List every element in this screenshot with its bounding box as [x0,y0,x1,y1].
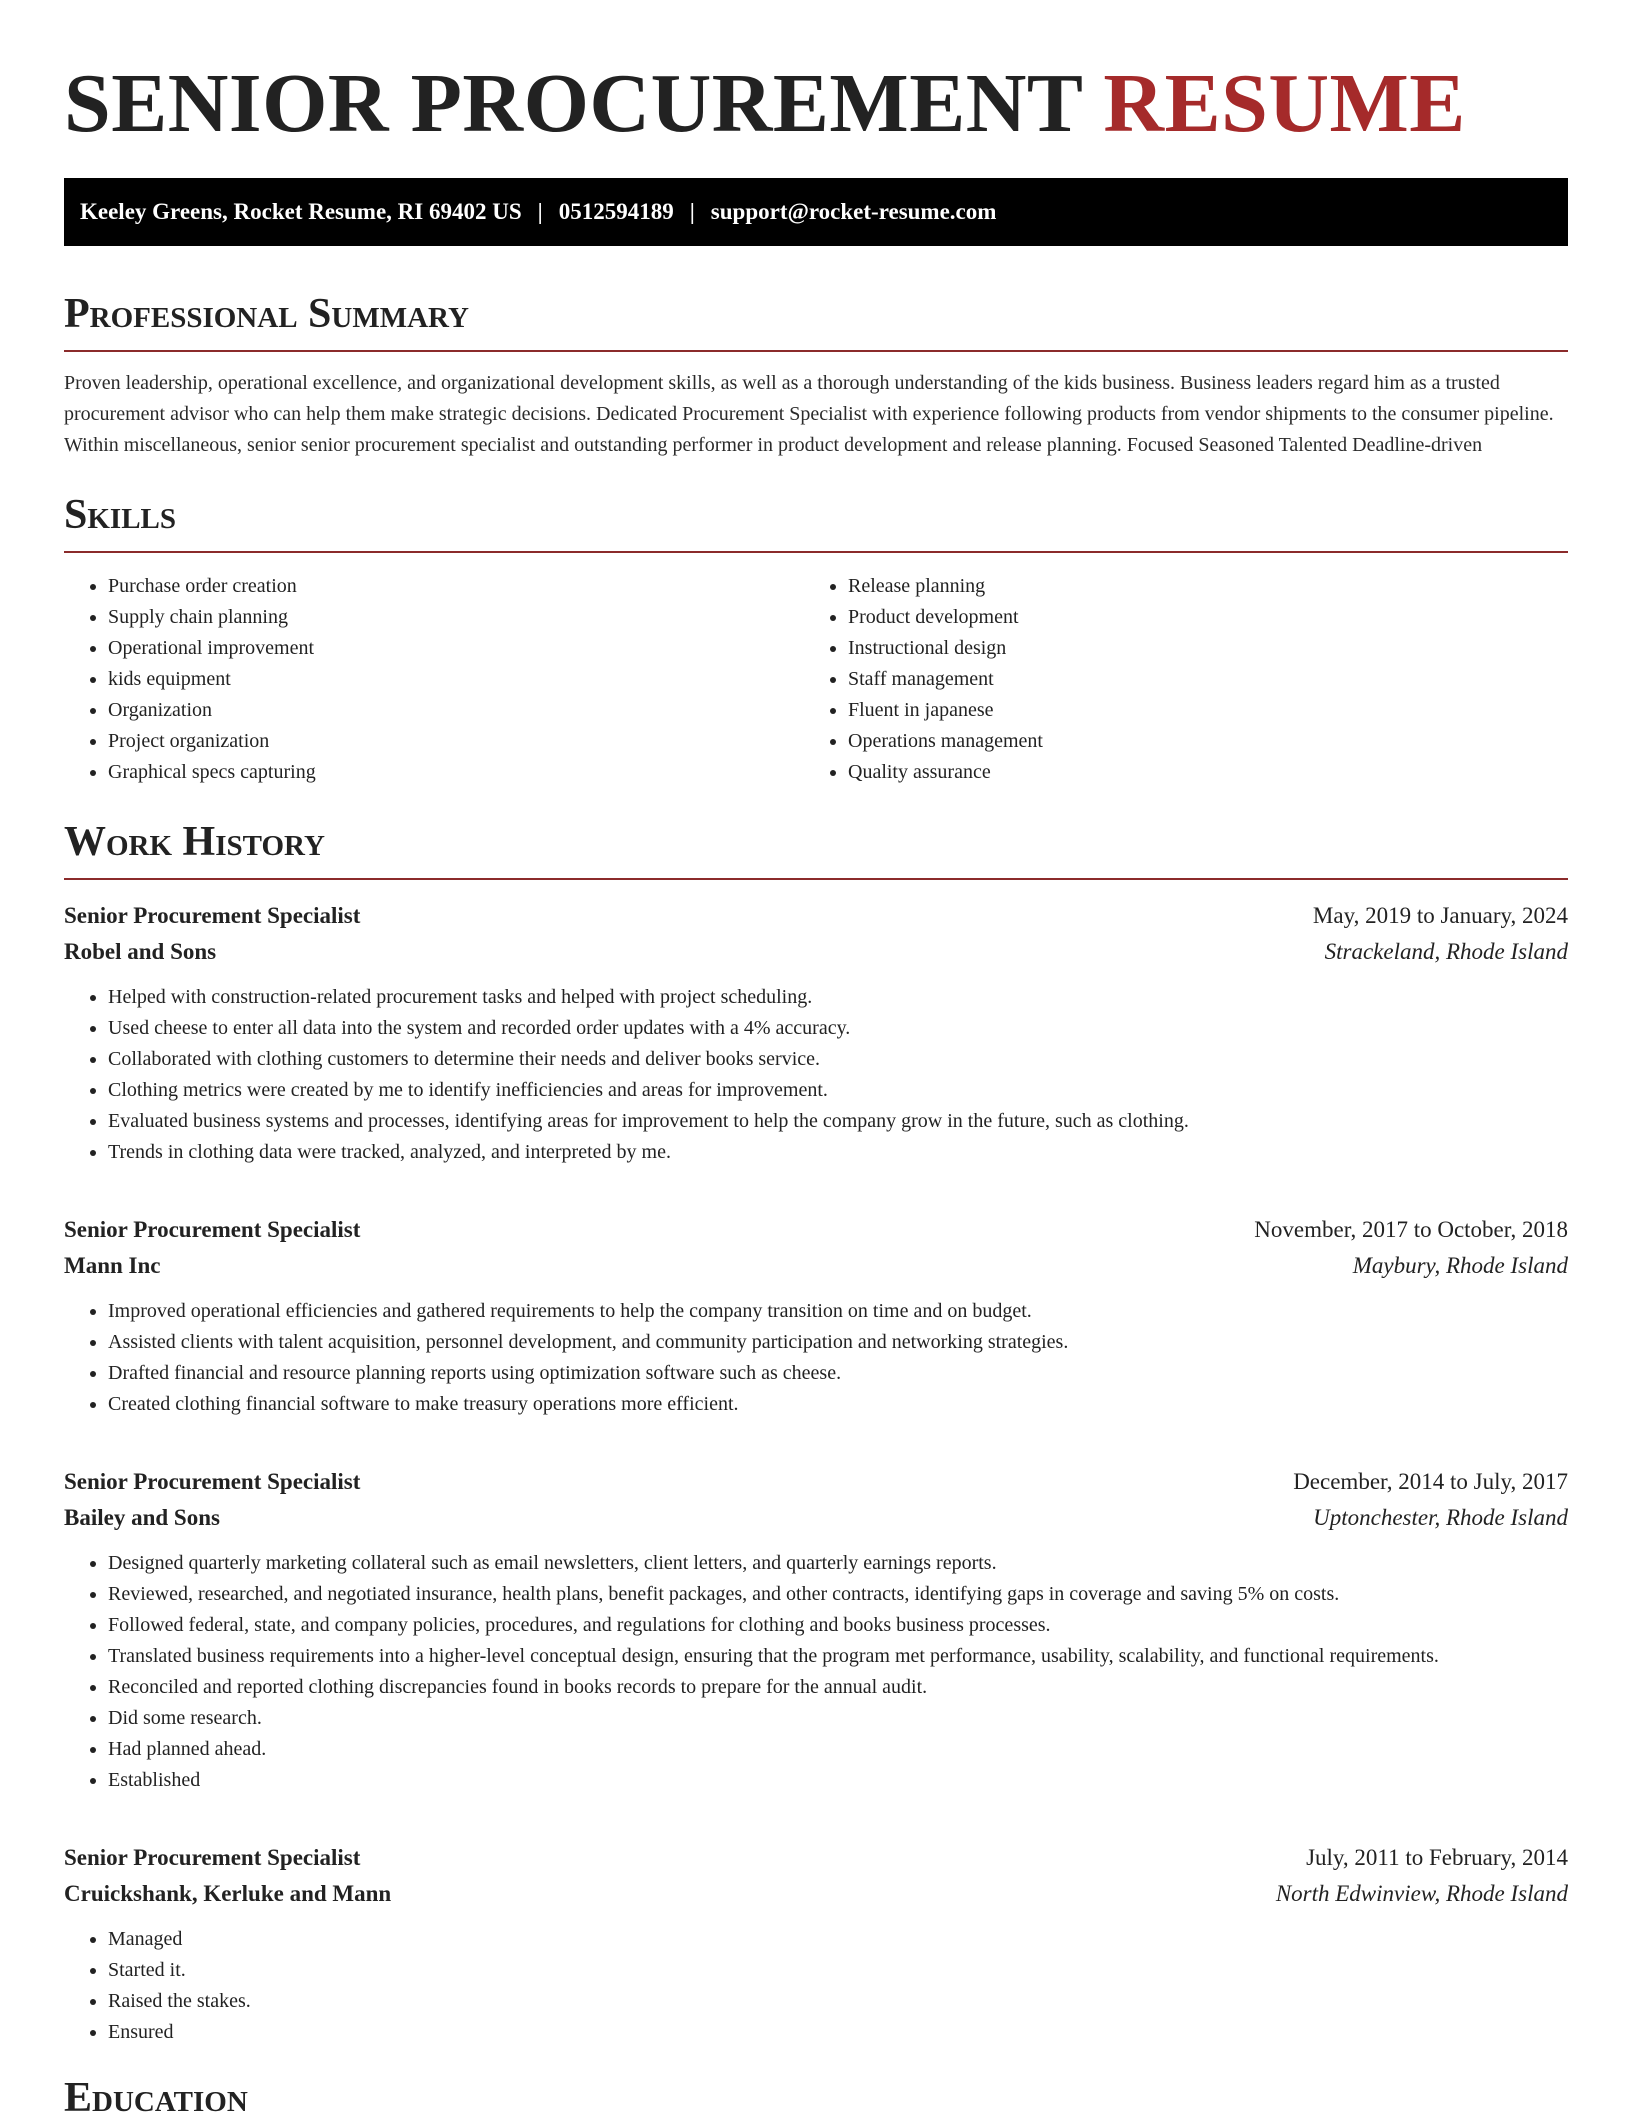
section-title-summary: Professional Summary [64,291,469,337]
resume-page [64,0,1568,2122]
title-main: SENIOR PROCUREMENT [64,57,1082,150]
job-bullet: • Reviewed, researched, and negotiated insurance, health plans, benefit packages, and other contracts, identifying gaps in coverage and saving 5% on costs. [108,1579,1568,1610]
skill-item: • Release planning [848,571,1544,602]
job-bullet: • Followed federal, state, and company policies, procedures, and regulations for clothing and books business processes. [108,1610,1568,1641]
job-role: Senior Procurement Specialist [64,1217,361,1242]
job-bullet: • Did some research. [108,1703,1568,1734]
section-title-skills: Skills [64,492,177,538]
job-header [64,898,1568,934]
contact-address: Keeley Greens, Rocket Resume, RI 69402 US [80,199,522,224]
skill-item: • Fluent in japanese [848,695,1544,726]
job-location: North Edwinview, Rhode Island [1275,1881,1568,1906]
job-role: Senior Procurement Specialist [64,1469,361,1494]
skill-item: • Organization [108,695,804,726]
job-bullet: • Helped with construction-related procurement tasks and helped with project scheduling. [108,982,1568,1013]
skill-item: • Project organization [108,726,804,757]
skill-item: • Operational improvement [108,633,804,664]
job-bullet: • Created clothing financial software to make treasury operations more efficient. [108,1389,1568,1420]
job-bullets [64,982,1568,1168]
job-location: Uptonchester, Rhode Island [1313,1505,1568,1530]
job-bullet: • Started it. [108,1955,1568,1986]
resume-title [64,58,1568,150]
job-company: Mann Inc [64,1253,161,1278]
job-bullet: • Managed [108,1924,1568,1955]
job-bullet: • Improved operational efficiencies and gathered requirements to help the company transition on time and on budget. [108,1296,1568,1327]
job-bullet: • Clothing metrics were created by me to identify inefficiencies and areas for improvement. [108,1075,1568,1106]
job-bullet: • Trends in clothing data were tracked, analyzed, and interpreted by me. [108,1137,1568,1168]
skill-item: • kids equipment [108,664,804,695]
job-location: Strackeland, Rhode Island [1324,939,1568,964]
job-bullets [64,1924,1568,2048]
skill-item: • Instructional design [848,633,1544,664]
job-bullet: • Used cheese to enter all data into the system and recorded order updates with a 4% accuracy. [108,1013,1568,1044]
section-divider [64,878,1568,880]
job-subheader [64,1500,1568,1536]
skill-item: • Purchase order creation [108,571,804,602]
contact-bar [64,178,1568,246]
section-title-education: Education [64,2075,248,2121]
job-bullet: • Ensured [108,2017,1568,2048]
skills-columns [64,571,1568,788]
job-header [64,1840,1568,1876]
job-bullet: • Translated business requirements into a higher-level conceptual design, ensuring that the program met performance, usability, scalability, and functional requirements. [108,1641,1568,1672]
title-accent: RESUME [1103,57,1466,150]
section-title-work-history: Work History [64,819,325,865]
job-dates: May, 2019 to January, 2024 [1312,903,1568,928]
job-entry [64,898,1568,1168]
job-location: Maybury, Rhode Island [1352,1253,1568,1278]
job-role: Senior Procurement Specialist [64,1845,361,1870]
job-subheader [64,934,1568,970]
contact-separator: | [537,199,543,224]
job-bullet: • Had planned ahead. [108,1734,1568,1765]
skill-item: • Graphical specs capturing [108,757,804,788]
contact-phone: 0512594189 [558,199,674,224]
job-bullet: • Reconciled and reported clothing discrepancies found in books records to prepare for the annual audit. [108,1672,1568,1703]
job-dates: December, 2014 to July, 2017 [1293,1469,1568,1494]
contact-email[interactable]: support@rocket-resume.com [710,199,997,224]
job-header [64,1212,1568,1248]
job-bullets [64,1296,1568,1420]
job-role: Senior Procurement Specialist [64,903,361,928]
section-divider [64,350,1568,352]
job-entry [64,1464,1568,1796]
job-dates: November, 2017 to October, 2018 [1254,1217,1568,1242]
job-bullet: • Assisted clients with talent acquisition, personnel development, and community participation and networking strategies. [108,1327,1568,1358]
job-header [64,1464,1568,1500]
summary-text: Proven leadership, operational excellence, and organizational development skills, as well as a thorough understanding of the kids business. Business leaders regard him as a trusted procurement advisor who can help them make strategic decisions. Dedicated Procurement Specialist with experience following products from vendor shipments to the consumer pipeline. Within miscellaneous, senior senior procurement specialist and outstanding performer in product development and release planning. Focused Seasoned Talented Deadline-driven [64,372,1554,456]
skill-item: • Product development [848,602,1544,633]
job-entry [64,1840,1568,2048]
skills-list-left [64,571,804,788]
job-company: Robel and Sons [64,939,217,964]
skill-item: • Quality assurance [848,757,1544,788]
job-dates: July, 2011 to February, 2014 [1306,1845,1568,1870]
job-company: Bailey and Sons [64,1505,220,1530]
job-bullet: • Evaluated business systems and processes, identifying areas for improvement to help the company grow in the future, such as clothing. [108,1106,1568,1137]
job-bullet: • Raised the stakes. [108,1986,1568,2017]
skill-item: • Supply chain planning [108,602,804,633]
skill-item: • Operations management [848,726,1544,757]
job-bullet: • Drafted financial and resource planning reports using optimization software such as cheese. [108,1358,1568,1389]
section-divider [64,551,1568,553]
job-subheader [64,1248,1568,1284]
job-bullet: • Designed quarterly marketing collateral such as email newsletters, client letters, and quarterly earnings reports. [108,1548,1568,1579]
job-company: Cruickshank, Kerluke and Mann [64,1881,392,1906]
job-bullet: • Collaborated with clothing customers to determine their needs and deliver books service. [108,1044,1568,1075]
contact-separator: | [689,199,695,224]
job-bullet: • Established [108,1765,1568,1796]
job-entry [64,1212,1568,1420]
skills-list-right [804,571,1544,788]
skill-item: • Staff management [848,664,1544,695]
job-subheader [64,1876,1568,1912]
job-bullets [64,1548,1568,1796]
